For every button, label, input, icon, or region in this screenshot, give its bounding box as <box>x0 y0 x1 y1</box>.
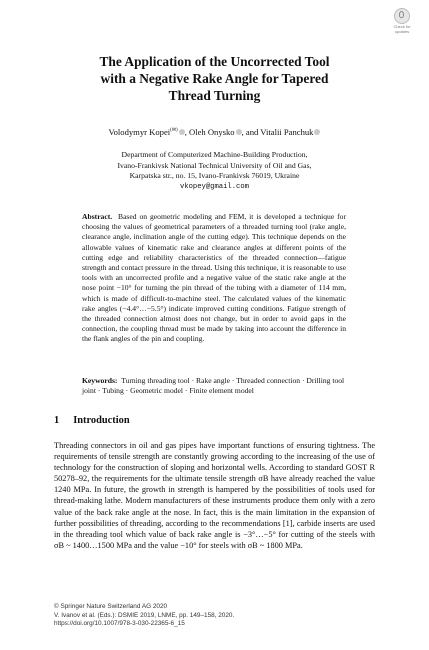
affiliation-line-1: Department of Computerized Machine-Building Production, <box>121 150 308 159</box>
badge-label: Check for updates <box>393 24 411 34</box>
author-list <box>0 127 429 137</box>
paper-title <box>60 53 369 104</box>
title-line-1: The Application of the Uncorrected Tool <box>99 54 330 69</box>
keywords-text: Turning threading tool · Rake angle · Threaded connection · Drilling tool joint · Tubing · Geometric model · Finite element model <box>82 376 345 396</box>
author-sep-2: , and <box>241 127 261 137</box>
keywords <box>82 376 346 396</box>
author-1: Volodymyr Kopei <box>108 127 171 137</box>
affiliation <box>0 150 429 192</box>
doi-link[interactable]: https://doi.org/10.1007/978-3-030-22365-6_15 <box>54 620 185 628</box>
affiliation-line-2: Ivano-Frankivsk National Technical University of Oil and Gas, <box>117 160 312 170</box>
title-line-3: Thread Turning <box>168 88 261 103</box>
author-sep-1: , <box>184 127 189 137</box>
abstract-label: Abstract. <box>82 212 113 221</box>
footer <box>54 603 375 629</box>
corresponding-mark: (✉) <box>170 128 178 133</box>
bookmark-icon <box>394 8 410 24</box>
body-paragraph: Threading connectors in oil and gas pipes have important functions of ensuring tightness. The requirements of tensile strength are constantly growing according to the increasing of the use of technology for the construction of sloping and horizontal wells. According to standard GOST R 50278–92, the requirements for the ultimate tensile strength σB have already reached the value 1240 MPa. In future, the growth in strength is hampered by the possibilities of tools used for thread-making lathe. Modern manufacturers of these instruments produce them only with a zero value of the back rake angle at the nose. In fact, this is the main limitation in the expansion of further possibilities of threading, according to the recommendations [1], carbide inserts are used in the threading tool which value of back rake angle is −3°…−5° for cutting of the steels with σB ~ 1400…1500 MPa and the value −10° for steels with σB ~ 1800 MPa. <box>54 441 375 550</box>
author-email[interactable]: vkopey@gmail.com <box>179 182 249 191</box>
author-2: Oleh Onysko <box>189 127 235 137</box>
affiliation-line-3: Karpatska str., no. 15, Ivano-Frankivsk 76019, Ukraine <box>129 171 300 181</box>
citation-line: V. Ivanov et al. (Eds.): DSMIE 2019, LNME, pp. 149–158, 2020. <box>54 611 235 619</box>
section-title: Introduction <box>73 415 130 426</box>
abstract <box>82 212 346 345</box>
title-line-2: with a Negative Rake Angle for Tapered <box>100 71 329 86</box>
keywords-label: Keywords: <box>82 376 118 385</box>
orcid-icon[interactable] <box>314 129 320 135</box>
section-number: 1 <box>54 415 60 426</box>
check-for-updates-badge[interactable] <box>387 8 417 38</box>
author-3: Vitalii Panchuk <box>260 127 314 137</box>
copyright-line: © Springer Nature Switzerland AG 2020 <box>54 603 168 610</box>
section-heading <box>54 415 130 426</box>
abstract-text: Based on geometric modeling and FEM, it is developed a technique for choosing the values of geometrical parameters of a threaded turning tool (rake angle, clearance angle, inclination angle of the cutting edge). This technique depends on the allowable values of kinematic rake and clearance angles at different points of the cutting edge and reliability characteristics of the threaded connection—fatigue strength and contact pressure in the thread. Using this technique, it is reasonable to use tools with an uncorrected profile and a negative value of the static rake angle at the nose point −10° for turning the pin thread of the tubing with a diameter of 114 mm, which is made of difficult-to-machine steel. The calculated values of the kinematic rake angles (−4.4°…−5.5°) indicate improved cutting conditions. Fatigue strength of the threaded connection almost does not change, but in order to avoid gaps in the connection, the coupling thread must be made by taking into account the difference in the flank angles of the pin and coupling. <box>82 212 347 344</box>
